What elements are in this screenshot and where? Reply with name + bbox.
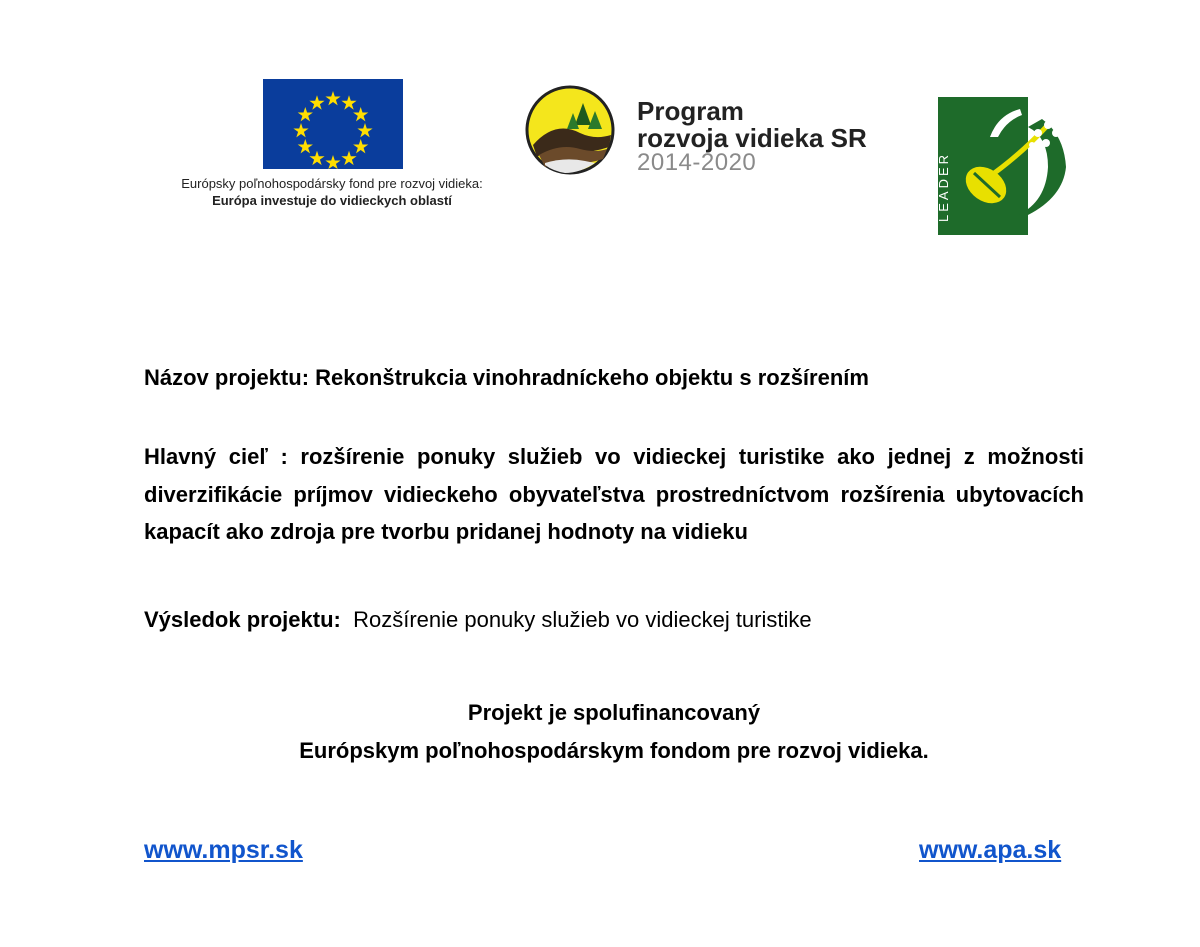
eu-star [341,151,356,165]
prv-period: 2014-2020 [637,149,757,176]
result-label: Výsledok projektu: [144,607,341,632]
eu-stars-icon [263,79,403,169]
project-name: Názov projektu: Rekonštrukcia vinohradníckeho objektu s rozšírením [144,365,869,390]
eu-caption-line1: Európsky poľnohospodársky fond pre rozvoj vidieka: [181,176,483,191]
eu-star [357,123,372,137]
eu-star [325,155,340,169]
main-goal: Hlavný cieľ : rozšírenie ponuky služieb vo vidieckej turistike ako jednej z možnosti diverzifikácie príjmov vidieckeho obyvateľstva prostredníctvom rozšírenia ubytovacích kapacít ako zdroja pre tvorbu pridanej hodnoty na vidieku [144,444,1084,544]
result-value: Rozšírenie ponuky služieb vo vidieckej turistike [353,607,812,632]
prv-title-line2: rozvoja vidieka SR [637,123,867,153]
cofinancing-line2: Európskym poľnohospodárskym fondom pre rozvoj vidieka. [299,738,929,763]
eu-star [309,95,324,109]
eu-star [353,139,368,153]
prv-emblem-icon [525,85,615,175]
eu-star [298,139,313,153]
eu-caption-line2: Európa investuje do vidieckych oblastí [212,193,452,208]
eu-star [293,123,308,137]
eu-star [309,151,324,165]
eu-star [298,107,313,121]
eu-star [325,91,340,105]
leader-logo-text [936,152,951,222]
eu-star [341,95,356,109]
prv-title-line1: Program [637,96,744,126]
project-result [144,607,1084,633]
mpsr-link[interactable]: www.mpsr.sk [144,836,303,864]
eu-star [353,107,368,121]
cofinancing-line1: Projekt je spolufinancovaný [467,700,761,725]
leader-logo [938,97,1078,235]
svg-text:LEADER: LEADER [936,151,951,222]
eu-flag-logo [263,79,403,169]
apa-link[interactable]: www.apa.sk [919,836,1062,864]
